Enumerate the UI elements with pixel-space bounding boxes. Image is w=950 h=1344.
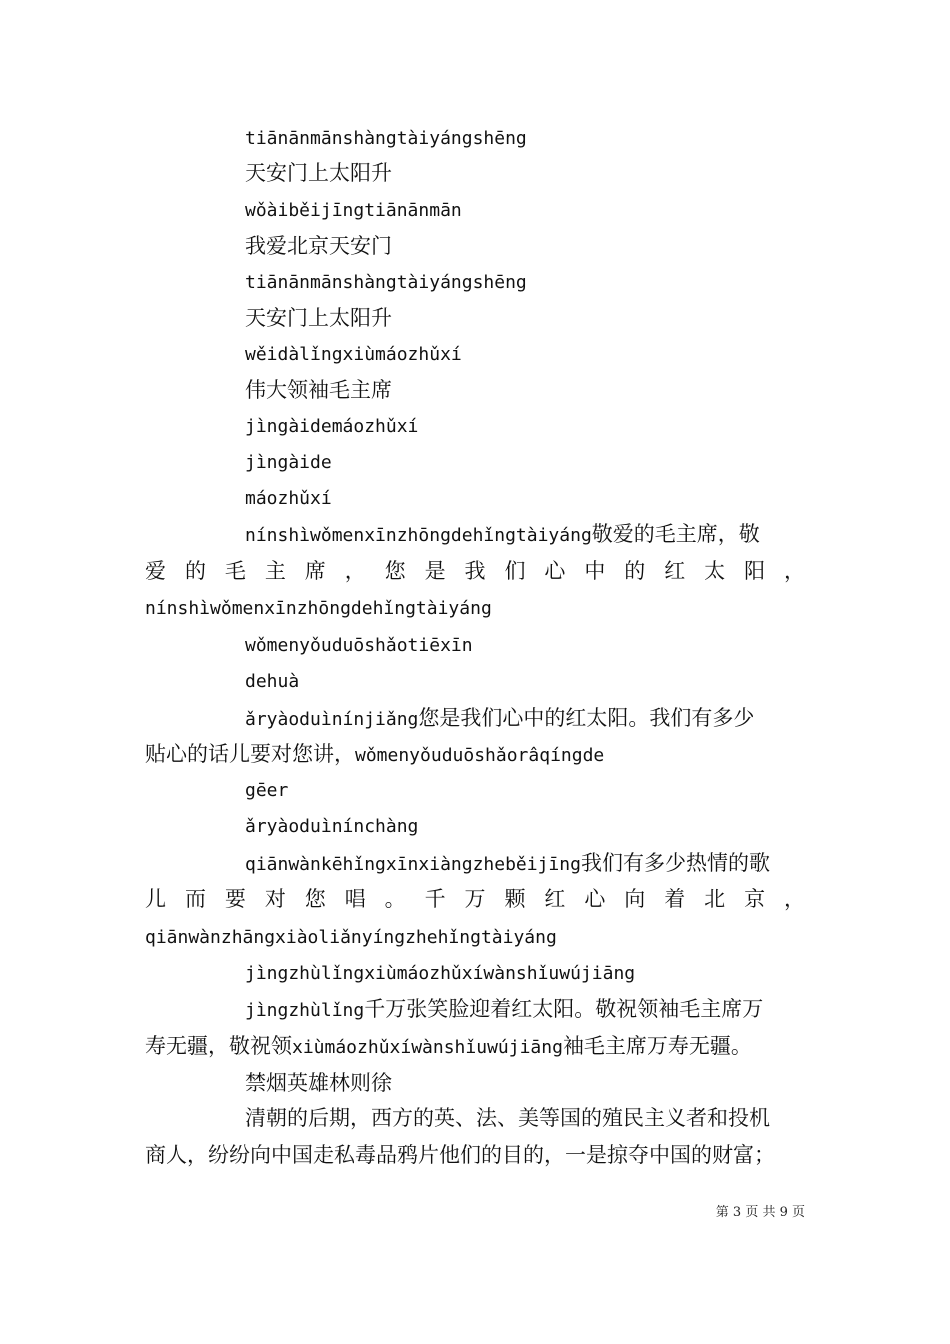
pinyin-line: wǒmenyǒuduōshǎotiēxīn xyxy=(245,635,473,656)
justified-text-line xyxy=(145,556,805,586)
pinyin-segment: wǒmenyǒuduōshǎorâqíngde xyxy=(355,745,605,766)
pinyin-line: gēer xyxy=(245,780,289,801)
spread-char: 而 xyxy=(184,887,206,911)
spread-char: 心 xyxy=(544,559,566,583)
text-segment: 袖毛主席万寿无疆。 xyxy=(562,1034,752,1058)
text-line: 伟大领袖毛主席 xyxy=(245,378,392,402)
pinyin-line: wěidàlǐngxiùmáozhǔxí xyxy=(245,344,462,365)
spread-char: 红 xyxy=(664,559,686,583)
spread-char: 向 xyxy=(624,887,646,911)
spread-char: 毛 xyxy=(224,559,246,583)
justified-text-line xyxy=(145,884,805,914)
pinyin-line: ǎryàoduìnínchàng xyxy=(245,816,419,837)
spread-char: 千 xyxy=(424,887,446,911)
text-segment: 千万张笑脸迎着红太阳。敬祝领袖毛主席万 xyxy=(364,997,764,1021)
text-segment: 贴心的话儿要对您讲， xyxy=(145,742,355,766)
pinyin-line: máozhǔxí xyxy=(245,488,332,509)
pinyin-segment: qiānwànkēhǐngxīnxiàngzheběijīng xyxy=(245,854,581,875)
spread-char: 。 xyxy=(384,887,406,911)
pinyin-line: jìngàide xyxy=(245,452,332,473)
text-line: 我爱北京天安门 xyxy=(245,234,392,258)
spread-char: 主 xyxy=(264,559,286,583)
text-segment: 您是我们心中的红太阳。我们有多少 xyxy=(418,706,755,730)
text-segment: 寿无疆，敬祝领 xyxy=(145,1034,292,1058)
spread-char: 您 xyxy=(384,559,406,583)
mixed-line xyxy=(245,994,805,1024)
spread-char: 儿 xyxy=(145,887,166,911)
pinyin-segment: xiùmáozhǔxíwànshǐuwújiāng xyxy=(292,1037,563,1058)
paragraph-line: 清朝的后期，西方的英、法、美等国的殖民主义者和投机 xyxy=(245,1106,770,1130)
mixed-line xyxy=(245,519,805,549)
pinyin-line: tiānānmānshàngtàiyángshēng xyxy=(245,128,527,149)
spread-char: ， xyxy=(784,887,805,911)
pinyin-segment: nínshìwǒmenxīnzhōngdehǐngtàiyáng xyxy=(245,525,592,546)
spread-char: 红 xyxy=(544,887,566,911)
spread-char: 阳 xyxy=(744,559,766,583)
spread-char: ， xyxy=(344,559,366,583)
text-segment: 我们有多少热情的歌 xyxy=(580,851,770,875)
spread-char: 的 xyxy=(184,559,206,583)
mixed-line xyxy=(145,739,805,769)
spread-char: 心 xyxy=(584,887,606,911)
mixed-line xyxy=(145,1031,805,1061)
pinyin-segment: jìngzhùlǐng xyxy=(245,1000,365,1021)
pinyin-line: nínshìwǒmenxīnzhōngdehǐngtàiyáng xyxy=(145,598,492,619)
spread-char: 我 xyxy=(464,559,486,583)
mixed-line xyxy=(245,703,805,733)
spread-char: 对 xyxy=(264,887,286,911)
spread-char: 席 xyxy=(304,559,326,583)
spread-char: 着 xyxy=(664,887,686,911)
pinyin-line: jìngàidemáozhǔxí xyxy=(245,416,419,437)
pinyin-line: dehuà xyxy=(245,671,300,692)
spread-char: 要 xyxy=(224,887,246,911)
section-title: 禁烟英雄林则徐 xyxy=(245,1071,392,1095)
spread-char: ， xyxy=(784,559,805,583)
pinyin-line: qiānwànzhāngxiàoliǎnyíngzhehǐngtàiyáng xyxy=(145,927,557,948)
spread-char: 中 xyxy=(584,559,606,583)
text-line: 天安门上太阳升 xyxy=(245,306,392,330)
text-line: 天安门上太阳升 xyxy=(245,161,392,185)
page-number-footer: 第 3 页 共 9 页 xyxy=(715,1205,805,1220)
mixed-line xyxy=(245,848,805,878)
spread-char: 万 xyxy=(464,887,486,911)
spread-char: 们 xyxy=(504,559,526,583)
spread-char: 唱 xyxy=(344,887,366,911)
spread-char: 太 xyxy=(704,559,726,583)
pinyin-line: wǒàiběijīngtiānānmān xyxy=(245,200,462,221)
spread-char: 京 xyxy=(744,887,766,911)
pinyin-line: tiānānmānshàngtàiyángshēng xyxy=(245,272,527,293)
spread-char: 爱 xyxy=(145,559,166,583)
spread-char: 北 xyxy=(704,887,726,911)
spread-char: 颗 xyxy=(504,887,526,911)
pinyin-line: jìngzhùlǐngxiùmáozhǔxíwànshǐuwújiāng xyxy=(245,963,636,984)
spread-char: 的 xyxy=(624,559,646,583)
spread-char: 是 xyxy=(424,559,446,583)
pinyin-segment: ǎryàoduìnínjiǎng xyxy=(245,709,419,730)
text-segment: 敬爱的毛主席，敬 xyxy=(591,522,760,546)
paragraph-line: 商人，纷纷向中国走私毒品鸦片他们的目的，一是掠夺中国的财富； xyxy=(145,1143,775,1167)
spread-char: 您 xyxy=(304,887,326,911)
